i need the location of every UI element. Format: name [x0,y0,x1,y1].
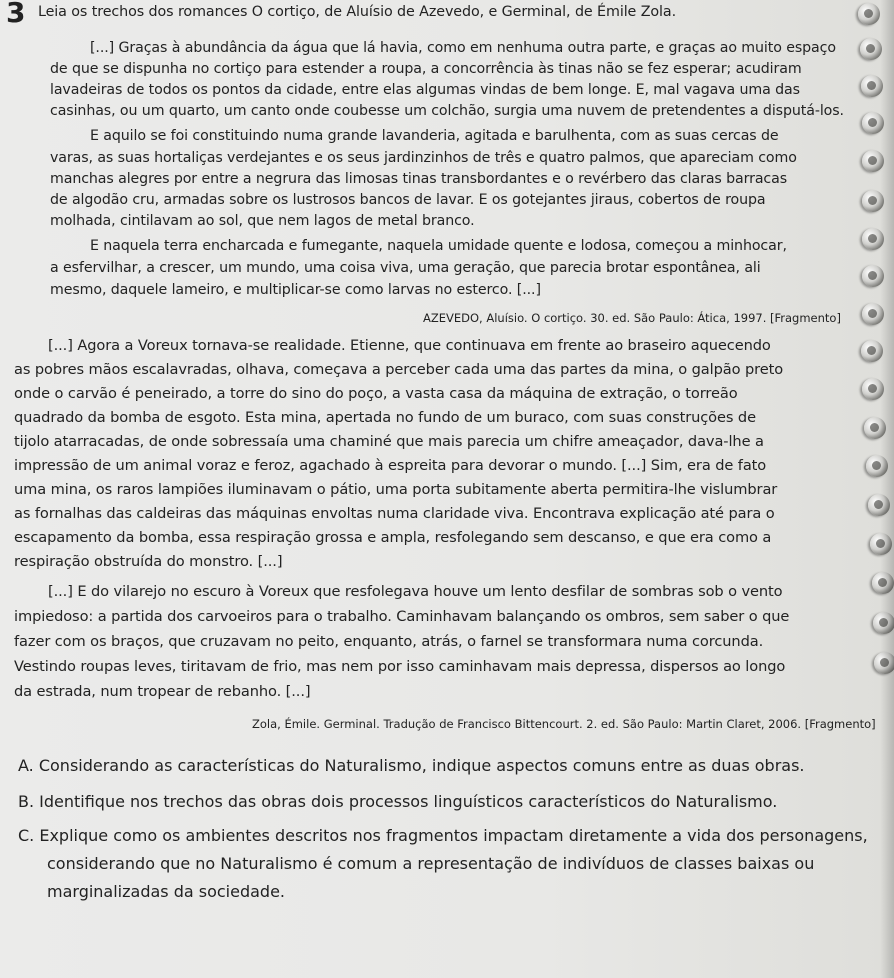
excerpt-line: onde o carvão é peneirado, a torre do sino do poço, a vasta casa da máquina de extração, o torreão [14,385,738,402]
binding-ring-icon [858,3,880,25]
excerpt-line: respiração obstruída do monstro. [...] [14,553,283,570]
question-intro: Leia os trechos dos romances O cortiço, de Aluísio de Azevedo, e Germinal, de Émile Zola. [38,4,677,20]
excerpt-line: casinhas, ou um quarto, um canto onde coubesse um colchão, surgia uma nuvem de pretendentes a disputá-los. [50,103,844,119]
excerpt-line: molhada, cintilavam ao sol, que nem lagos de metal branco. [50,213,475,229]
question-item-c: C. Explique como os ambientes descritos nos fragmentos impactam diretamente a vida dos personagens, [18,826,868,845]
question-number: 3 [6,0,26,29]
question-item-b: B. Identifique nos trechos das obras dois processos linguísticos característicos do Naturalismo. [18,792,778,811]
excerpt-line: tijolo atarracadas, de onde sobressaía uma chaminé que mais parecia um chifre ameaçador, dava-lhe a [14,433,764,450]
excerpt-line: mesmo, daquele lameiro, e multiplicar-se como larvas no esterco. [...] [50,282,541,298]
excerpt-reference: Zola, Émile. Germinal. Tradução de Francisco Bittencourt. 2. ed. São Paulo: Martin Claret, 2006. [Fragmento] [252,717,876,731]
excerpt-line: E aquilo se foi constituindo numa grande lavanderia, agitada e barulhenta, com as suas cercas de [90,128,779,144]
excerpt-line: lavadeiras de todos os pontos da cidade, entre elas algumas vindas de bem longe. E, mal vagava uma das [50,82,800,98]
excerpt-line: [...] Agora a Voreux tornava-se realidade. Etienne, que continuava em frente ao braseiro aquecendo [48,337,771,354]
excerpt-line: da estrada, num tropear de rebanho. [...] [14,683,311,700]
excerpt-reference: AZEVEDO, Aluísio. O cortiço. 30. ed. São Paulo: Ática, 1997. [Fragmento] [423,311,841,325]
excerpt-line: Vestindo roupas leves, tiritavam de frio, mas nem por isso caminhavam mais depressa, dispersos ao longo [14,658,786,675]
excerpt-line: uma mina, os raros lampiões iluminavam o pátio, uma porta subitamente aberta permitira-lhe vislumbrar [14,481,778,498]
excerpt-line: as pobres mãos escalavradas, olhava, começava a perceber cada uma das partes da mina, o galpão preto [14,361,784,378]
excerpt-line: de algodão cru, armadas sobre os lustrosos bancos de lavar. E os gotejantes jiraus, cobertos de roupa [50,192,766,208]
question-item-c-continued: marginalizadas da sociedade. [47,882,286,901]
excerpt-line: de que se dispunha no cortiço para estender a roupa, a concorrência às tinas não se fez esperar; acudiram [50,61,802,77]
question-item-c-continued: considerando que no Naturalismo é comum a representação de indivíduos de classes baixas ou [47,854,815,873]
page-edge-shadow [880,0,894,978]
excerpt-line: manchas alegres por entre a negrura das limosas tinas transbordantes e o revérbero das claras barracas [50,171,788,187]
excerpt-line: varas, as suas hortaliças verdejantes e os seus jardinzinhos de três e quatro palmos, que apareciam como [50,150,797,166]
excerpt-line: fazer com os braços, que cruzavam no peito, enquanto, atrás, o farnel se transformara numa corcunda. [14,633,764,650]
question-item-a: A. Considerando as características do Naturalismo, indique aspectos comuns entre as duas obras. [18,756,805,775]
excerpt-line: [...] Graças à abundância da água que lá havia, como em nenhuma outra parte, e graças ao muito espaço [90,40,836,56]
excerpt-line: impressão de um animal voraz e feroz, agachado à espreita para devorar o mundo. [...] Sim, era de fato [14,457,767,474]
excerpt-line: impiedoso: a partida dos carvoeiros para o trabalho. Caminhavam balançando os ombros, sem saber o que [14,608,790,625]
excerpt-line: quadrado da bomba de esgoto. Esta mina, apertada no fundo de um buraco, com suas construções de [14,409,756,426]
binding-ring-icon [860,38,882,60]
excerpt-line: escapamento da bomba, essa respiração grossa e ampla, resfolegando sem descanso, e que era como a [14,529,772,546]
excerpt-line: a esfervilhar, a crescer, um mundo, uma coisa viva, uma geração, que parecia brotar espontânea, ali [50,260,761,276]
excerpt-line: as fornalhas das caldeiras das máquinas envoltas numa claridade viva. Encontrava explicação até para o [14,505,775,522]
excerpt-line: E naquela terra encharcada e fumegante, naquela umidade quente e lodosa, começou a minhocar, [90,238,787,254]
excerpt-line: [...] E do vilarejo no escuro à Voreux que resfolegava houve um lento desfilar de sombras sob o vento [48,583,783,600]
